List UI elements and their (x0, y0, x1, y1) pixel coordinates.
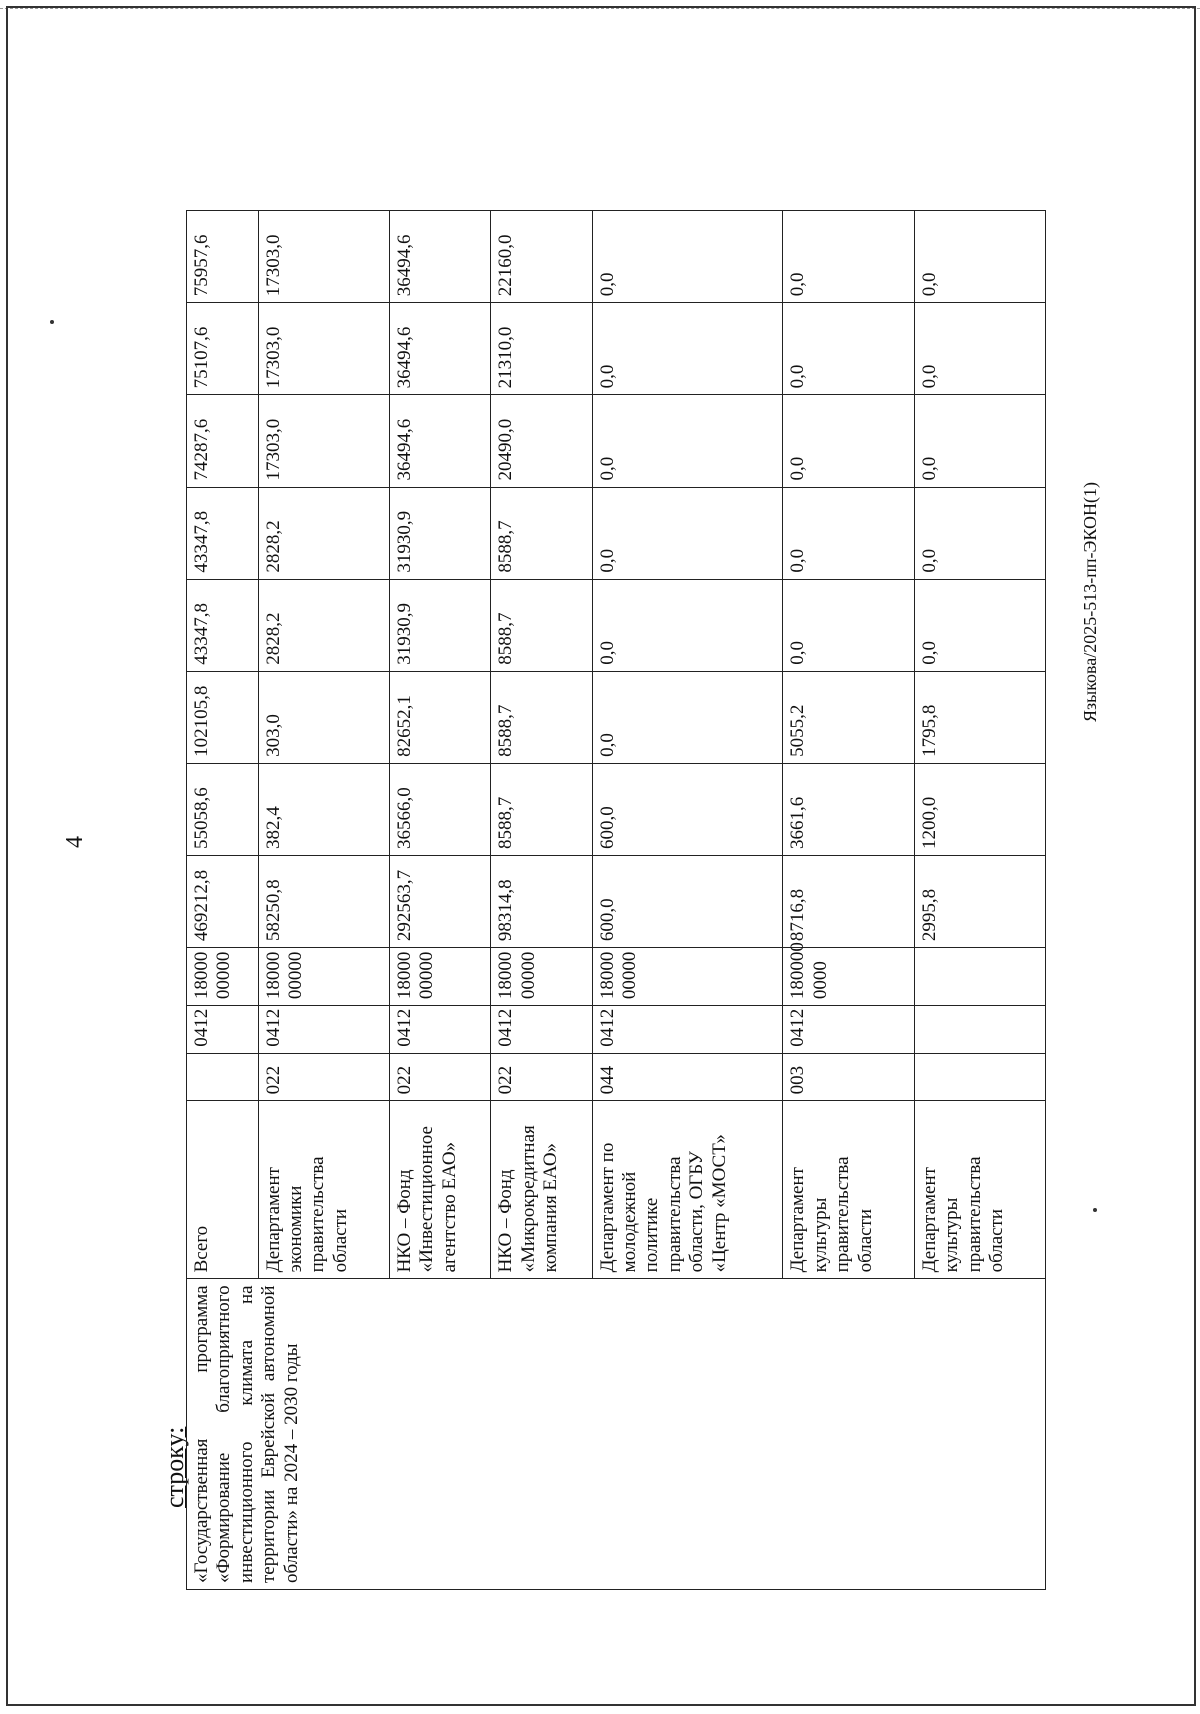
scan-speck (1093, 1208, 1097, 1212)
amount-cell: 31930,9 (389, 579, 490, 671)
grbs-code-cell: 022 (258, 1053, 389, 1101)
amount-cell: 8588,7 (491, 579, 592, 671)
amount-cell: 0,0 (592, 671, 783, 763)
page-number: 4 (62, 836, 88, 848)
section-code-cell (914, 1006, 1045, 1054)
section-code-cell: 0412 (187, 1006, 259, 1054)
executor-cell: Всего (187, 1101, 259, 1279)
amount-cell: 292563,7 (389, 856, 490, 948)
amount-cell: 21310,0 (491, 303, 592, 395)
amount-cell: 1200,0 (914, 763, 1045, 855)
amount-cell: 2828,2 (258, 579, 389, 671)
amount-cell: 600,0 (592, 856, 783, 948)
amount-cell: 0,0 (914, 303, 1045, 395)
target-article-cell: 180000 0000 (783, 948, 914, 1006)
target-article-cell (914, 948, 1045, 1006)
amount-cell: 43347,8 (187, 487, 259, 579)
amount-cell: 75107,6 (187, 303, 259, 395)
target-article-cell: 18000 00000 (491, 948, 592, 1006)
amount-cell: 82652,1 (389, 671, 490, 763)
section-code-cell: 0412 (389, 1006, 490, 1054)
amount-cell: 0,0 (783, 211, 914, 303)
target-article-cell: 18000 00000 (592, 948, 783, 1006)
funding-table (186, 210, 1046, 1590)
grbs-code-cell (914, 1053, 1045, 1101)
amount-cell: 102105,8 (187, 671, 259, 763)
amount-cell: 36566,0 (389, 763, 490, 855)
amount-cell: 0,0 (914, 579, 1045, 671)
target-article-cell: 18000 00000 (389, 948, 490, 1006)
amount-cell: 17303,0 (258, 211, 389, 303)
amount-cell: 0,0 (592, 303, 783, 395)
amount-cell: 2828,2 (258, 487, 389, 579)
section-code-cell: 0412 (491, 1006, 592, 1054)
amount-cell: 600,0 (592, 763, 783, 855)
amount-cell: 22160,0 (491, 211, 592, 303)
amount-cell: 74287,6 (187, 395, 259, 487)
amount-cell: 2995,8 (914, 856, 1045, 948)
amount-cell: 0,0 (592, 211, 783, 303)
rotated-table-container (186, 210, 1046, 1590)
grbs-code-cell: 022 (389, 1053, 490, 1101)
executor-cell: Департамент по молодежной политике правительства области, ОГБУ «Центр «МОСТ» (592, 1101, 783, 1279)
executor-cell: Департамент экономики правительства области (258, 1101, 389, 1279)
amount-cell: 8588,7 (491, 671, 592, 763)
executor-cell: Департамент культуры правительства области (783, 1101, 914, 1279)
amount-cell: 36494,6 (389, 395, 490, 487)
amount-cell: 3661,6 (783, 763, 914, 855)
amount-cell: 20490,0 (491, 395, 592, 487)
section-code-cell: 0412 (258, 1006, 389, 1054)
amount-cell: 43347,8 (187, 579, 259, 671)
section-code-cell: 0412 (783, 1006, 914, 1054)
amount-cell: 0,0 (914, 211, 1045, 303)
executor-cell: Департамент культуры правительства области (914, 1101, 1045, 1279)
amount-cell: 382,4 (258, 763, 389, 855)
grbs-code-cell: 022 (491, 1053, 592, 1101)
amount-cell: 8588,7 (491, 487, 592, 579)
program-name-cell: «Государственная программа «Формирование благоприятного инвестиционного климата на территории Еврейской автономной области» на 2024 – 2030 годы (187, 1279, 1046, 1590)
amount-cell: 0,0 (592, 579, 783, 671)
table-row (187, 211, 259, 1590)
amount-cell: 31930,9 (389, 487, 490, 579)
amount-cell: 8588,7 (491, 763, 592, 855)
amount-cell: 1795,8 (914, 671, 1045, 763)
scan-speck (50, 320, 54, 324)
amount-cell: 0,0 (783, 303, 914, 395)
grbs-code-cell: 003 (783, 1053, 914, 1101)
amount-cell: 0,0 (783, 579, 914, 671)
amount-cell: 55058,6 (187, 763, 259, 855)
amount-cell: 36494,6 (389, 303, 490, 395)
amount-cell: 0,0 (592, 395, 783, 487)
amount-cell: 0,0 (592, 487, 783, 579)
section-code-cell: 0412 (592, 1006, 783, 1054)
grbs-code-cell: 044 (592, 1053, 783, 1101)
amount-cell: 0,0 (914, 395, 1045, 487)
section-heading: строку: (160, 1426, 189, 1508)
amount-cell: 0,0 (914, 487, 1045, 579)
amount-cell: 98314,8 (491, 856, 592, 948)
amount-cell: 17303,0 (258, 303, 389, 395)
target-article-cell: 18000 00000 (187, 948, 259, 1006)
amount-cell: 5055,2 (783, 671, 914, 763)
amount-cell: 75957,6 (187, 211, 259, 303)
amount-cell: 8716,8 (783, 856, 914, 948)
amount-cell: 36494,6 (389, 211, 490, 303)
amount-cell: 0,0 (783, 395, 914, 487)
executor-cell: НКО – Фонд «Микрокредитная компания ЕАО» (491, 1101, 592, 1279)
target-article-cell: 18000 00000 (258, 948, 389, 1006)
amount-cell: 58250,8 (258, 856, 389, 948)
amount-cell: 17303,0 (258, 395, 389, 487)
executor-cell: НКО – Фонд «Инвестиционное агентство ЕАО» (389, 1101, 490, 1279)
document-code: Языкова/2025-513-пп-ЭКОН(1) (1080, 482, 1100, 722)
amount-cell: 469212,8 (187, 856, 259, 948)
grbs-code-cell (187, 1053, 259, 1101)
amount-cell: 0,0 (783, 487, 914, 579)
amount-cell: 303,0 (258, 671, 389, 763)
